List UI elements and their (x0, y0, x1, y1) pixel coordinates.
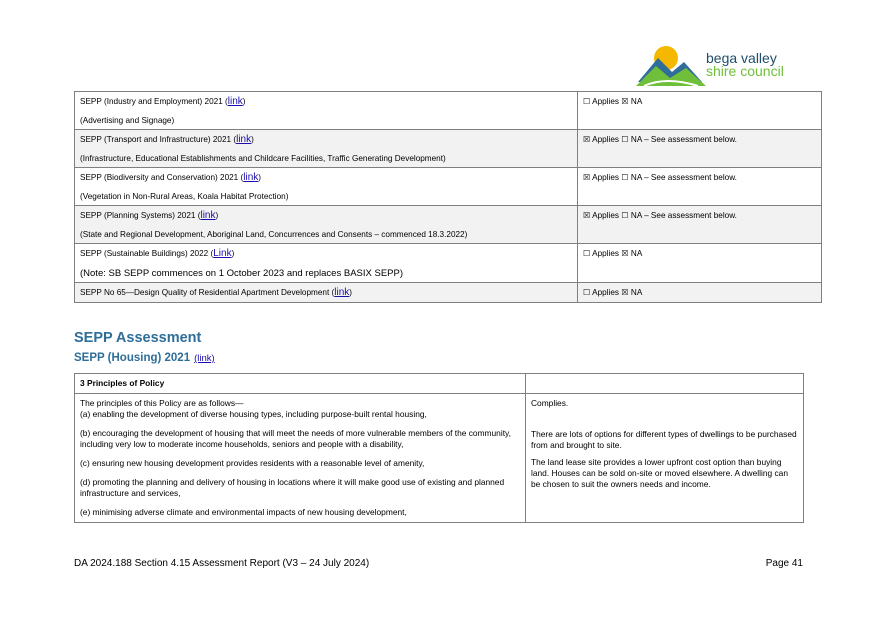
principles-intro: The principles of this Policy are as follows— (80, 398, 244, 408)
sepp-name: SEPP (Biodiversity and Conservation) 2021 (80, 173, 239, 182)
logo-line-1: bega valley (706, 50, 777, 66)
table-row (75, 374, 804, 394)
principle-item: (e) minimising adverse climate and environmental impacts of new housing development, (80, 507, 407, 517)
sepp-subtitle: (Infrastructure, Educational Establishments and Childcare Facilities, Traffic Generating Development) (80, 154, 446, 163)
sepp-name: SEPP (Industry and Employment) 2021 (80, 97, 223, 106)
section-title: SEPP Assessment (74, 330, 202, 346)
sepp-subtitle: (Vegetation in Non-Rural Areas, Koala Habitat Protection) (80, 192, 289, 201)
subsection-title (74, 352, 215, 364)
table-row: SEPP (Industry and Employment) 2021 (link) (Advertising and Signage) ☐ Applies ☒ NA (75, 92, 822, 130)
table-row: SEPP (Planning Systems) 2021 (link) (State and Regional Development, Aboriginal Land, Concurrences and Consents – commenced 18.3.2022) ☒ Applies ☐ NA – See assessment below. (75, 206, 822, 244)
principles-header: 3 Principles of Policy (75, 374, 526, 394)
principle-item: (a) enabling the development of diverse housing types, including purpose-built rental housing, (80, 409, 427, 419)
principle-item: (b) encouraging the development of housing that will meet the needs of more vulnerable members of the community, including very low to moderate income households, seniors and people with a disability, (80, 428, 511, 449)
sepp-name: SEPP (Transport and Infrastructure) 2021 (80, 135, 232, 144)
sepp-name: SEPP (Planning Systems) 2021 (80, 211, 196, 220)
table-row: SEPP (Transport and Infrastructure) 2021 (link) (Infrastructure, Educational Establishments and Childcare Facilities, Traffic Generating Development) ☒ Applies ☐ NA – See assessment below. (75, 130, 822, 168)
sepp-subtitle: (Note: SB SEPP commences on 1 October 2023 and replaces BASIX SEPP) (80, 268, 403, 279)
principles-header-empty (526, 374, 804, 394)
sepp-link[interactable]: link (236, 134, 252, 145)
subsection-title-text: SEPP (Housing) 2021 (74, 352, 191, 364)
response-paragraph: The land lease site provides a lower upfront cost option than buying land. Houses can be sold on-site or moved elsewhere. A dwelling can be chosen to suit the owners needs and income. (531, 457, 788, 489)
sepp-name: SEPP (Sustainable Buildings) 2022 (80, 249, 209, 258)
footer-page-number: Page 41 (765, 558, 803, 569)
footer-document-title: DA 2024.188 Section 4.15 Assessment Report (V3 – 24 July 2024) (74, 558, 370, 569)
sepp-name: SEPP No 65—Design Quality of Residential Apartment Development (80, 288, 330, 297)
applies-status: ☒ Applies ☐ NA – See assessment below. (578, 168, 822, 206)
principle-item: (c) ensuring new housing development provides residents with a reasonable level of amenity, (80, 458, 425, 468)
response-paragraph: There are lots of options for different types of dwellings to be purchased from and brought to site. (531, 429, 797, 450)
table-row (75, 394, 804, 523)
sepp-link[interactable]: link (243, 172, 259, 183)
table-row: SEPP (Biodiversity and Conservation) 2021 (link) (Vegetation in Non-Rural Areas, Koala Habitat Protection) ☒ Applies ☐ NA – See assessment below. (75, 168, 822, 206)
sepp-link[interactable]: link (200, 210, 216, 221)
applies-status: ☒ Applies ☐ NA – See assessment below. (578, 206, 822, 244)
applies-status: ☐ Applies ☒ NA (578, 92, 822, 130)
logo-wordmark (706, 52, 816, 78)
applies-status: ☐ Applies ☒ NA (578, 283, 822, 303)
table-row: SEPP No 65—Design Quality of Residential Apartment Development (link) ☐ Applies ☒ NA (75, 283, 822, 303)
sepp-link[interactable]: link (334, 287, 350, 298)
table-row: SEPP (Sustainable Buildings) 2022 (Link) (Note: SB SEPP commences on 1 October 2023 and replaces BASIX SEPP) ☐ Applies ☒ NA (75, 244, 822, 283)
sepp-link[interactable]: Link (213, 248, 232, 259)
sepp-link[interactable]: link (227, 96, 243, 107)
principles-list (75, 394, 526, 523)
response-complies: Complies. (531, 398, 569, 408)
logo-line-2: shire council (706, 63, 784, 79)
principle-item: (d) promoting the planning and delivery of housing in locations where it will make good use of existing and planned infrastructure and services, (80, 477, 505, 498)
subsection-link[interactable]: (link) (194, 353, 215, 364)
sepp-applicability-table (74, 91, 822, 303)
sepp-subtitle: (Advertising and Signage) (80, 116, 175, 125)
applies-status: ☒ Applies ☐ NA – See assessment below. (578, 130, 822, 168)
principles-table (74, 373, 804, 523)
sepp-subtitle: (State and Regional Development, Aboriginal Land, Concurrences and Consents – commenced 18.3.2022) (80, 230, 468, 239)
applies-status: ☐ Applies ☒ NA (578, 244, 822, 283)
principles-response (526, 394, 804, 523)
